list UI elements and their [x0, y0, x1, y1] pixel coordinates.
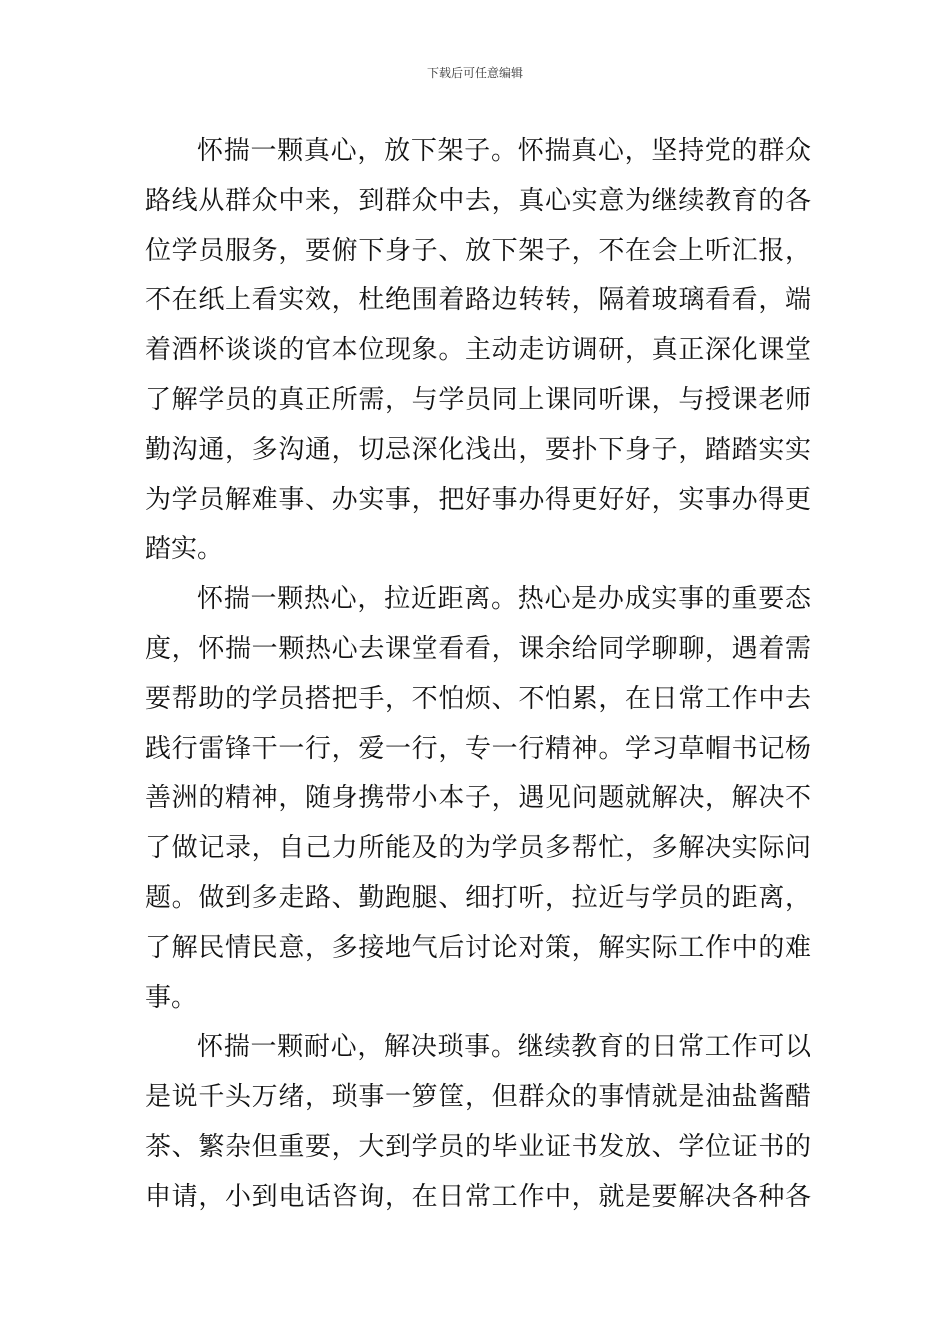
text-line: 事。: [145, 982, 198, 1013]
text-line: 怀揣一颗热心，拉近距离。热心是办成实事的重要态: [197, 584, 811, 615]
paragraph-patience: [145, 1023, 811, 1222]
text-line: 题。做到多走路、勤跑腿、细打听，拉近与学员的距离，: [145, 882, 811, 913]
text-line: 路线从群众中来，到群众中去，真心实意为继续教育的各: [145, 185, 811, 216]
text-line: 要帮助的学员搭把手，不怕烦、不怕累，在日常工作中去: [145, 683, 811, 714]
text-line: 善洲的精神，随身携带小本子，遇见问题就解决，解决不: [145, 783, 811, 814]
text-line: 着酒杯谈谈的官本位现象。主动走访调研，真正深化课堂: [145, 335, 811, 366]
text-line: 践行雷锋干一行，爱一行，专一行精神。学习草帽书记杨: [145, 733, 811, 764]
text-line: 位学员服务，要俯下身子、放下架子，不在会上听汇报，: [145, 235, 811, 266]
text-line: 申请，小到电话咨询，在日常工作中，就是要解决各种各: [145, 1181, 811, 1212]
text-line: 不在纸上看实效，杜绝围着路边转转，隔着玻璃看看，端: [145, 285, 811, 316]
text-line: 踏实。: [145, 534, 224, 565]
text-line: 怀揣一颗真心，放下架子。怀揣真心，坚持党的群众: [197, 136, 811, 166]
text-line: 勤沟通，多沟通，切忌深化浅出，要扑下身子，踏踏实实: [145, 434, 811, 465]
text-line: 度，怀揣一颗热心去课堂看看，课余给同学聊聊，遇着需: [145, 633, 811, 664]
text-line: 茶、繁杂但重要，大到学员的毕业证书发放、学位证书的: [145, 1131, 811, 1162]
text-line: 为学员解难事、办实事，把好事办得更好好，实事办得更: [145, 484, 811, 515]
text-line: 了做记录，自己力所能及的为学员多帮忙，多解决实际问: [145, 833, 811, 864]
paragraph-sincerity: [145, 127, 811, 575]
text-line: 怀揣一颗耐心，解决琐事。继续教育的日常工作可以: [197, 1032, 811, 1063]
text-line: 了解民情民意，多接地气后讨论对策，解实际工作中的难: [145, 932, 811, 963]
text-line: 是说千头万绪，琐事一箩筐，但群众的事情就是油盐酱醋: [145, 1082, 811, 1113]
text-line: 了解学员的真正所需，与学员同上课同听课，与授课老师: [145, 384, 811, 415]
document-body: [145, 127, 811, 1223]
page-header-note: 下载后可任意编辑: [426, 66, 523, 80]
paragraph-warmth: [145, 575, 811, 1023]
